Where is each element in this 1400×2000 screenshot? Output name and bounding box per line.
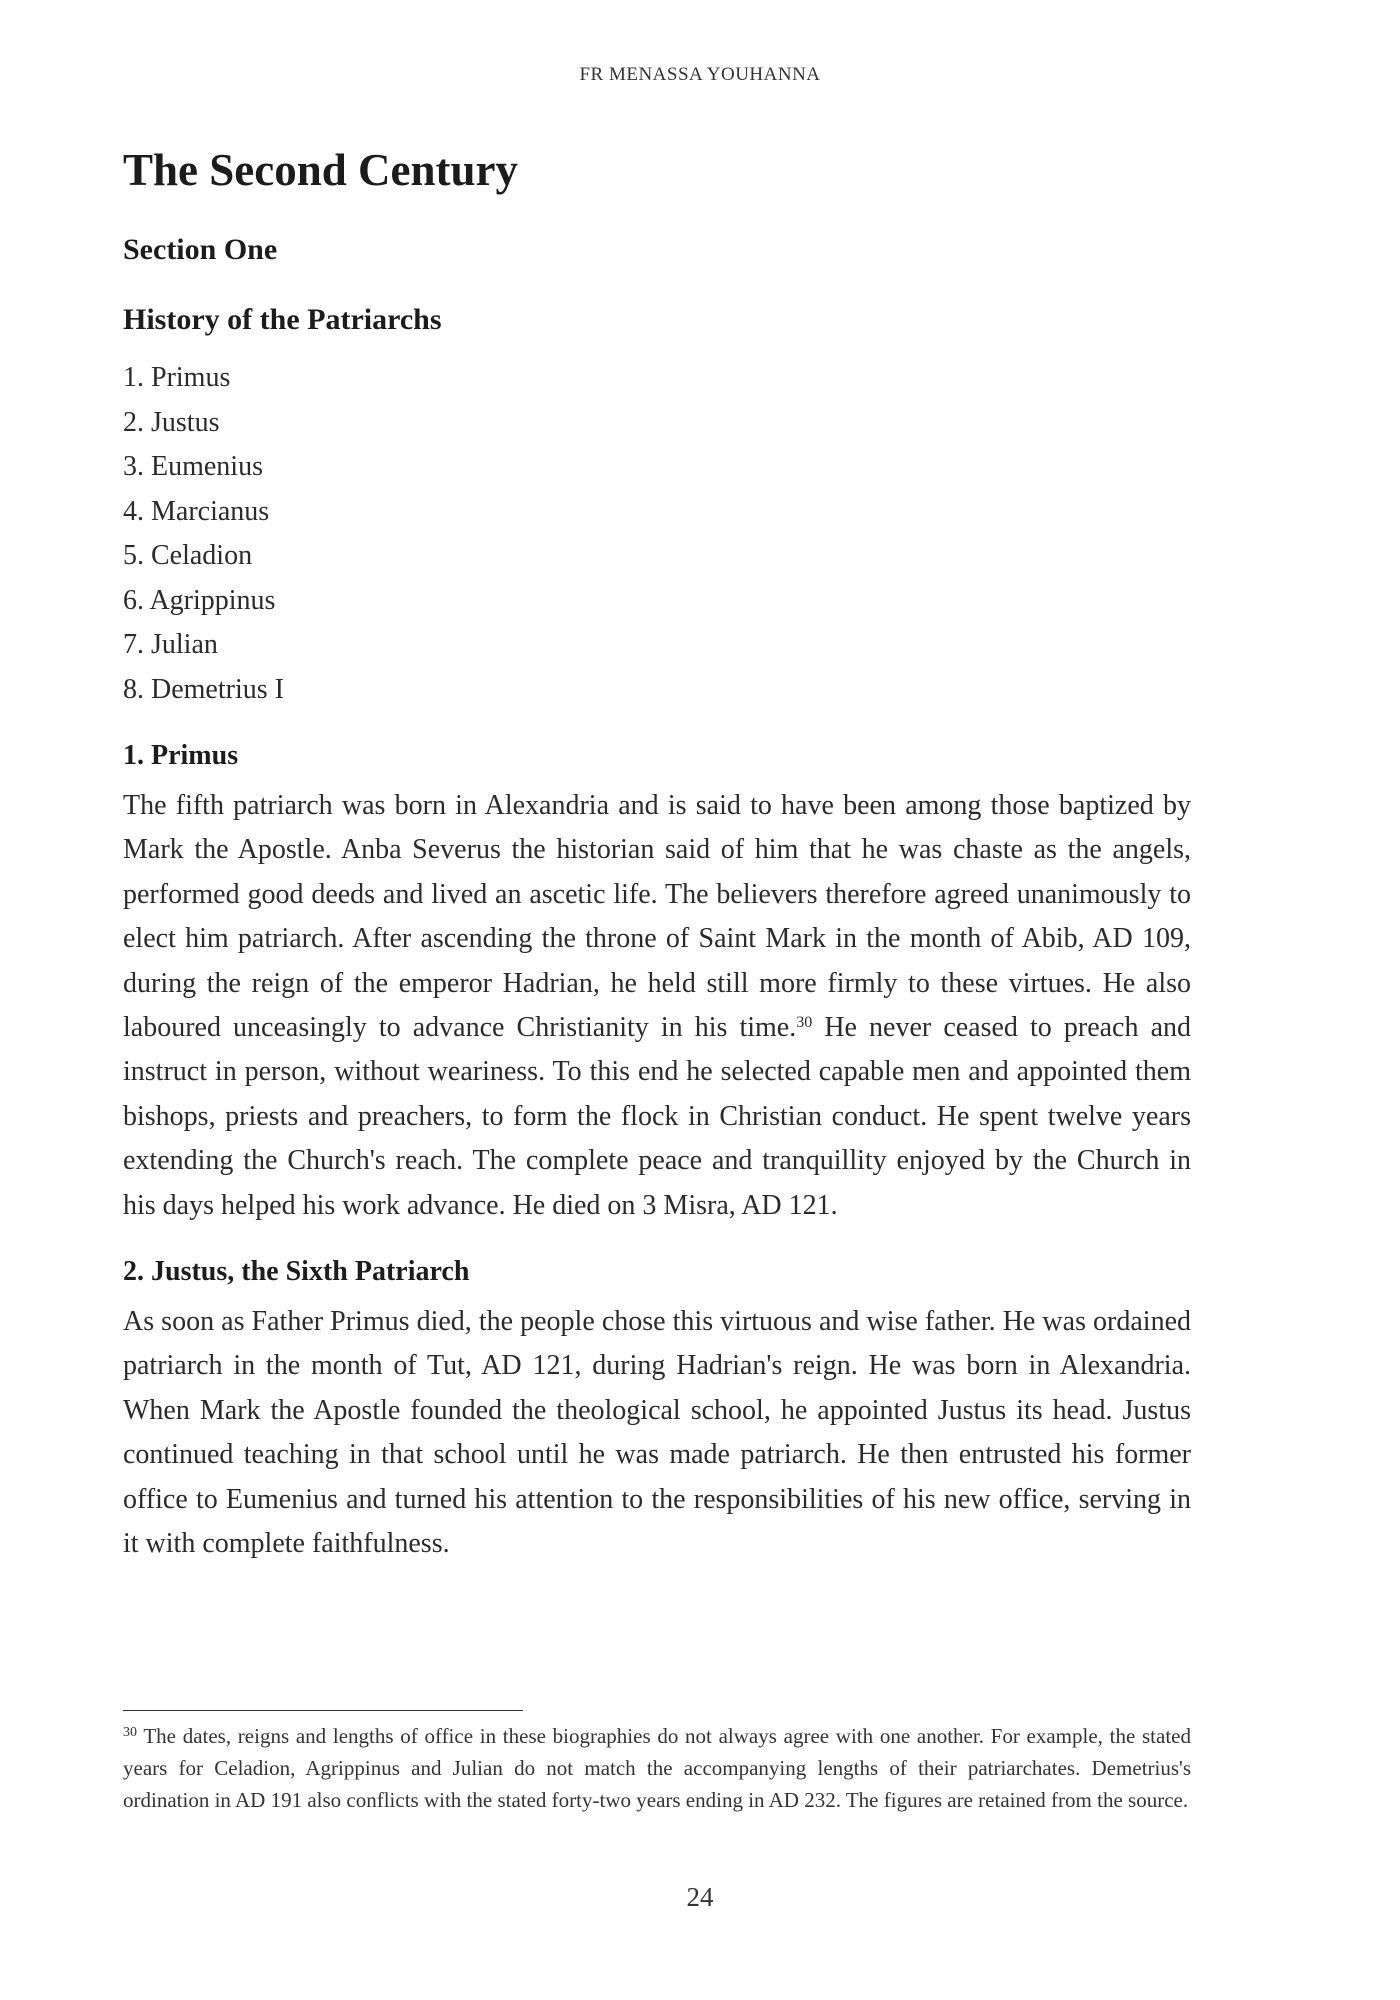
primus-text-part-2: He never ceased to preach and instruct in person, without weariness. To this end he selected capable men and appointed them bishops, priests and preachers, to form the flock in Christian conduct. He spent twelve years extending the Church's reach. The complete peace and tranquillity enjoyed by the Church in his days helped his work advance. He died on 3 Misra, AD 121. [123, 1012, 1191, 1221]
list-item: 4. Marcianus [123, 495, 270, 527]
footnote [123, 1720, 1191, 1816]
patriarch-list [123, 356, 1191, 712]
subsection-title: History of the Patriarchs [123, 303, 442, 336]
footnote-text: The dates, reigns and lengths of office in these biographies do not always agree with one another. For example, the stated years for Celadion, Agrippinus and Julian do not match the accompanying lengths of their patriarchates. Demetrius's ordination in AD 191 also conflicts with the stated forty-two years ending in AD 232. The figures are retained from the source. [123, 1724, 1191, 1812]
page-number: 24 [686, 1882, 714, 1912]
justus-paragraph: As soon as Father Primus died, the people chose this virtuous and wise father. He was ordained patriarch in the month of Tut, AD 121, during Hadrian's reign. He was born in Alexandria. When Mark the Apostle founded the theological school, he appointed Justus its head. Justus continued teaching in that school until he was made patriarch. He then entrusted his former office to Eumenius and turned his attention to the responsibilities of his new office, serving in it with complete faithfulness. [123, 1306, 1191, 1560]
section-title: Section One [123, 233, 278, 266]
list-item: 5. Celadion [123, 540, 253, 571]
footnote-number: 30 [123, 1725, 137, 1740]
footnote-divider [123, 1710, 523, 1711]
list-item: 8. Demetrius I [123, 673, 284, 705]
list-item: 7. Julian [123, 629, 218, 660]
page-content [123, 140, 1191, 1567]
chapter-title: The Second Century [123, 145, 519, 195]
list-item: 6. Agrippinus [123, 584, 276, 616]
primus-text-part-1: The fifth patriarch was born in Alexandria and is said to have been among those baptized by Mark the Apostle. Anba Severus the historian said of him that he was chaste as the angels, performed good deeds and lived an ascetic life. The believers therefore agreed unanimously to elect him patriarch. After ascending the throne of Saint Mark in the month of Abib, AD 109, during the reign of the emperor Hadrian, he held still more firmly to these virtues. He also laboured unceasingly to advance Christianity in his time. [123, 790, 1191, 1044]
footnote-reference[interactable]: 30 [796, 1014, 813, 1032]
primus-paragraph [123, 784, 1191, 1228]
list-item: 1. Primus [123, 362, 231, 393]
list-item: 3. Eumenius [123, 451, 263, 482]
list-item: 2. Justus [123, 406, 220, 438]
justus-heading: 2. Justus, the Sixth Patriarch [123, 1256, 470, 1288]
primus-heading: 1. Primus [123, 740, 239, 771]
running-head: FR MENASSA YOUHANNA [579, 64, 821, 85]
